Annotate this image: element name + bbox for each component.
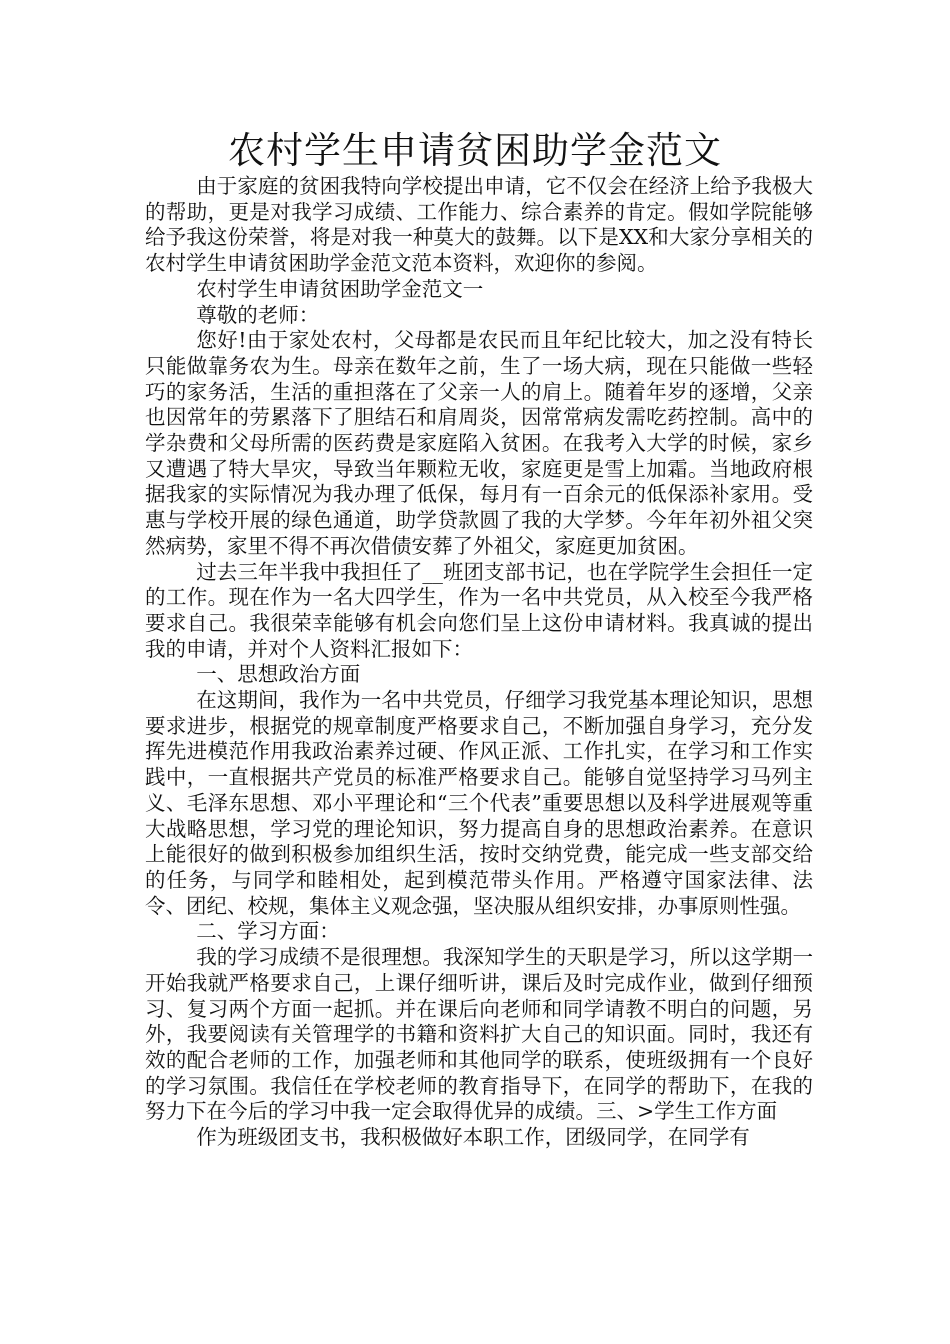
work-experience-paragraph: 过去三年半我中我担任了__班团支部书记，也在学院学生会担任一定的工作。现在作为一名大四学生，作为一名中共党员，从入校至今我严格要求自己。我很荣幸能够有机会向您们呈上这份申请材料。我真诚的提出我的申请，并对个人资料汇报如下： bbox=[145, 559, 813, 661]
salutation: 尊敬的老师： bbox=[196, 302, 320, 327]
family-situation-paragraph: 您好!由于家处农村，父母都是农民而且年纪比较大，加之没有特长只能做靠务农为生。母亲在数年之前，生了一场大病，现在只能做一些轻巧的家务活，生活的重担落在了父亲一人的肩上。随着年岁的逐增，父亲也因常年的劳累落下了胆结石和肩周炎，因常常病发需吃药控制。高中的学杂费和父母所需的医药费是家庭陷入贫困。在我考入大学的时候，家乡又遭遇了特大旱灾，导致当年颗粒无收，家庭更是雪上加霜。当地政府根据我家的实际情况为我办理了低保，每月有一百余元的低保添补家用。受惠与学校开展的绿色通道，助学贷款圆了我的大学梦。今年年初外祖父突然病势，家里不得不再次借债安葬了外祖父，家庭更加贫困。 bbox=[145, 328, 813, 558]
document-title: 农村学生申请贫困助学金范文 bbox=[228, 129, 722, 172]
intro-paragraph: 由于家庭的贫困我特向学校提出申请，它不仅会在经济上给予我极大的帮助，更是对我学习成绩、工作能力、综合素养的肯定。假如学院能够给予我这份荣誉，将是对我一种莫大的鼓舞。以下是XX和大家分享相关的农村学生申请贫困助学金范文范本资料，欢迎你的参阅。 bbox=[145, 174, 813, 276]
student-work-paragraph: 作为班级团支书，我积极做好本职工作，团级同学，在同学有 bbox=[196, 1125, 750, 1150]
section-heading-politics: 一、思想政治方面 bbox=[196, 662, 361, 687]
section-heading-study: 二、学习方面： bbox=[196, 919, 340, 944]
study-paragraph: 我的学习成绩不是很理想。我深知学生的天职是学习，所以这学期一开始我就严格要求自己，上课仔细听讲，课后及时完成作业，做到仔细预习、复习两个方面一起抓。并在课后向老师和同学请教不明白的问题，另外，我要阅读有关管理学的书籍和资料扩大自己的知识面。同时，我还有效的配合老师的工作，加强老师和其他同学的联系，使班级拥有一个良好的学习氛围。我信任在学校老师的教育指导下，在同学的帮助下，在我的努力下在今后的学习中我一定会取得优异的成绩。三、>学生工作方面 bbox=[145, 945, 813, 1124]
document-body bbox=[145, 174, 813, 1151]
politics-paragraph: 在这期间，我作为一名中共党员，仔细学习我党基本理论知识，思想要求进步，根据党的规章制度严格要求自己，不断加强自身学习，充分发挥先进模范作用我政治素养过硬、作风正派、工作扎实，在学习和工作实践中，一直根据共产党员的标准严格要求自己。能够自觉坚持学习马列主义、毛泽东思想、邓小平理论和“三个代表”重要思想以及科学进展观等重大战略思想，学习党的理论知识，努力提高自身的思想政治素养。在意识上能很好的做到积极参加组织生活，按时交纳党费，能完成一些支部交给的任务，与同学和睦相处，起到模范带头作用。严格遵守国家法律、法令、团纪、校规，集体主义观念强，坚决服从组织安排，办事原则性强。 bbox=[145, 688, 813, 918]
sample-heading: 农村学生申请贫困助学金范文一 bbox=[196, 276, 484, 301]
